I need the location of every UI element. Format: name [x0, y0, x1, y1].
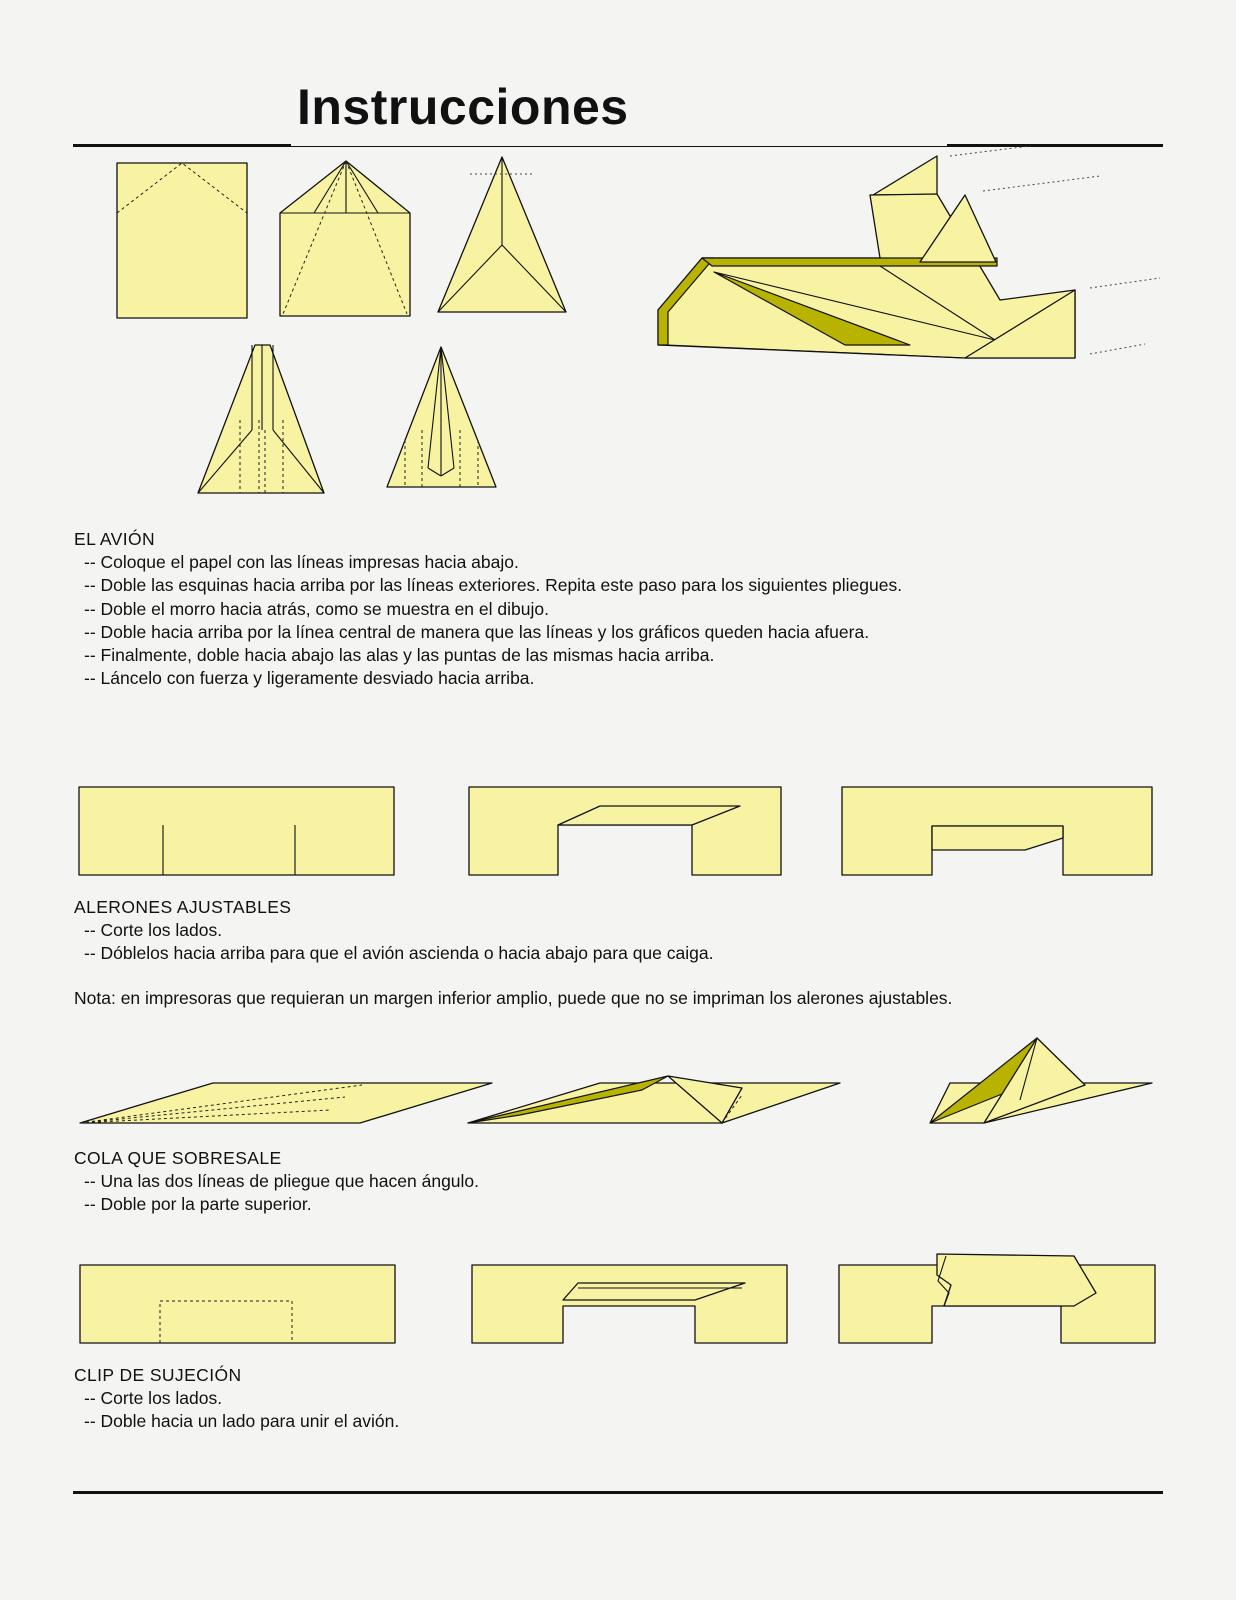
step-item: -- Láncelo con fuerza y ligeramente desviado hacia arriba. — [84, 667, 902, 690]
section-heading: COLA QUE SOBRESALE — [74, 1148, 282, 1168]
step-item: -- Corte los lados. — [84, 919, 713, 942]
step-item: -- Coloque el papel con las líneas impresas hacia abajo. — [84, 551, 902, 574]
step-item: -- Una las dos líneas de pliegue que hacen ángulo. — [84, 1170, 479, 1193]
section-clip — [74, 1364, 399, 1434]
section-heading: ALERONES AJUSTABLES — [74, 897, 292, 917]
step-item: -- Doble las esquinas hacia arriba por las líneas exteriores. Repita este paso para los siguientes pliegues. — [84, 574, 902, 597]
step-item: -- Doble por la parte superior. — [84, 1193, 479, 1216]
step-item: -- Finalmente, doble hacia abajo las alas y las puntas de las mismas hacia arriba. — [84, 644, 902, 667]
clip-step-2-figure — [472, 1265, 787, 1343]
section-heading: EL AVIÓN — [74, 529, 156, 549]
printer-note: Nota: en impresoras que requieran un margen inferior amplio, puede que no se impriman los alerones ajustables. — [74, 988, 953, 1008]
step-item: -- Doble hacia un lado para unir el avión. — [84, 1410, 399, 1433]
step-item: -- Dóblelos hacia arriba para que el avión ascienda o hacia abajo para que caiga. — [84, 942, 713, 965]
step-item: -- Corte los lados. — [84, 1387, 399, 1410]
footer-rule — [73, 1491, 1163, 1494]
step-item: -- Doble el morro hacia atrás, como se muestra en el dibujo. — [84, 598, 902, 621]
clip-step-3-figure — [839, 1254, 1155, 1343]
section-heading: CLIP DE SUJECIÓN — [74, 1365, 242, 1385]
step-item: -- Doble hacia arriba por la línea central de manera que las líneas y los gráficos queden hacia afuera. — [84, 621, 902, 644]
page-title: Instrucciones — [297, 79, 629, 135]
clip-step-1-figure — [80, 1265, 395, 1343]
step-list — [74, 1387, 399, 1433]
